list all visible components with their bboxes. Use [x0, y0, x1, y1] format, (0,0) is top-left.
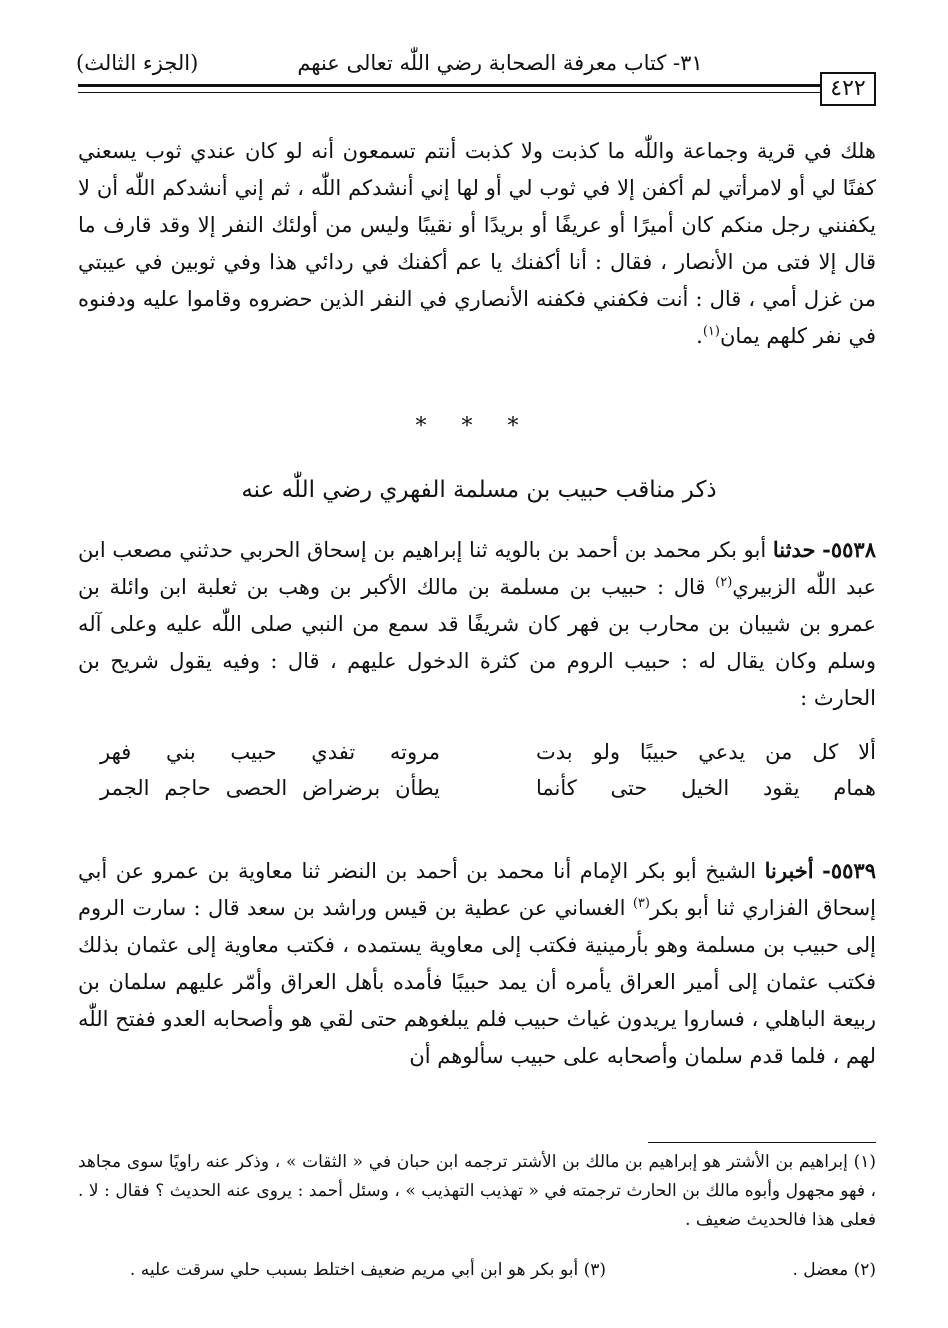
- hadith-5539: [78, 852, 876, 1075]
- footnote-ref-2: (٢): [715, 575, 733, 590]
- verse-first-hemistich: همام يقود الخيل حتى كأنما: [536, 776, 876, 800]
- paragraph-continuation: [78, 133, 876, 355]
- hadith-text-cont: قال : حبيب بن مسلمة بن مالك الأكبر بن وهب بن ثعلبة ابن وائلة بن عمرو بن شيبان بن محارب بن فهر كان شريفًا قد سمع من النبي صلى اللّٰه عليه وعلى آله وسلم وكان يقال له : حبيب الروم من كثرة الدخول عليهم ، قال : وفيه يقول شريح بن الحارث :: [78, 575, 876, 710]
- header-rule-thin: [78, 92, 820, 93]
- poem-verse-1: [100, 734, 876, 770]
- hadith-number: ٥٥٣٩-: [822, 858, 876, 883]
- footnote-3: (٣) أبو بكر هو ابن أبي مريم ضعيف اختلط بسبب حلي سرقت عليه .: [129, 1260, 606, 1280]
- poem-verse-2: [100, 770, 876, 806]
- section-heading: ذكر مناقب حبيب بن مسلمة الفهري رضي اللّٰه عنه: [241, 477, 717, 503]
- section-separator: * * *: [415, 414, 533, 439]
- footnote-ref-3: (٣): [632, 896, 650, 911]
- hadith-lead: أخبرنا: [764, 858, 814, 883]
- footnote-2: (٢) معضل .: [792, 1260, 876, 1280]
- hadith-5538: [78, 531, 876, 717]
- footnote-rule: [648, 1142, 876, 1143]
- header-rule-thick: [78, 84, 820, 87]
- hadith-text: أبو بكر محمد بن أحمد بن بالويه ثنا إبراهيم بن إسحاق الحربي حدثني مصعب ابن عبد اللّٰه الزبيري: [78, 538, 876, 599]
- paragraph-text: هلك في قرية وجماعة واللّٰه ما كذبت ولا كذبت أنتم تسمعون أنه لو كان عندي ثوب يسعني كفنًا لي أو لامرأتي لم أكفن إلا في ثوب لي أو لها إني أنشدكم اللّٰه ، ثم إني أنشدكم اللّٰه أن لا يكفنني رجل منكم كان أميرًا أو عريفًا أو بريدًا أو نقيبًا وليس من أولئك النفر إلا وقد قارف ما قال إلا فتى من الأنصار ، فقال : أنا أكفنك يا عم أكفنك في ردائي هذا وفي ثوبين في عيبتي من غزل أمي ، قال : أنت فكفني فكفنه الأنصاري في النفر الذين حضروه وقاموا عليه ودفنوه في نفر كلهم يمان: [78, 139, 876, 348]
- verse-first-hemistich: ألا كل من يدعي حبيبًا ولو بدت: [536, 740, 876, 764]
- verse-second-hemistich: يطأن برضراض الحصى حاجم الجمر: [100, 776, 440, 800]
- page-number: ٤٢٢: [820, 72, 876, 106]
- verse-second-hemistich: مروته تفدي حبيب بني فهر: [100, 740, 440, 764]
- footnote-1: (١) إبراهيم بن الأشتر هو إبراهيم بن مالك بن الأشتر ترجمه ابن حبان في « الثقات » ، وذكر عنه راويًا سوى مجاهد ، فهو مجهول وأبوه مالك بن الحارث ترجمته في « تهذيب التهذيب » ، وسئل أحمد : يروى عنه الحديث ؟ فقال : لا . فعلى هذا فالحديث ضعيف .: [78, 1152, 876, 1230]
- running-title: ٣١- كتاب معرفة الصحابة رضي اللّٰه تعالى عنهم: [297, 51, 703, 75]
- hadith-number: ٥٥٣٨-: [822, 537, 876, 562]
- hadith-text: الشيخ أبو بكر الإمام أنا محمد بن أحمد بن النضر ثنا معاوية بن عمرو عن أبي إسحاق الفزاري ثنا أبو بكر: [78, 859, 877, 920]
- hadith-lead: حدثنا: [772, 537, 816, 562]
- hadith-text-cont: الغساني عن عطية بن قيس وراشد بن سعد قال : سارت الروم إلى حبيب بن مسلمة وهو بأرمينية فكتب إلى معاوية يستمده ، فكتب معاوية إلى عثمان بذلك فكتب عثمان إلى أمير العراق يأمره أن يمد حبيبًا فأمده بأهل العراق وأمّر عليهم سلمان بن ربيعة الباهلي ، فساروا يريدون غياث حبيب فلم يبلغوهم حتى لقي هو وأصحابه العدو ففتح اللّٰه لهم ، فلما قدم سلمان وأصحابه على حبيب سألوهم أن: [78, 896, 876, 1068]
- volume-label: (الجزء الثالث): [76, 51, 199, 75]
- paragraph-end: .: [696, 324, 703, 348]
- footnote-ref-1: (١): [702, 324, 720, 339]
